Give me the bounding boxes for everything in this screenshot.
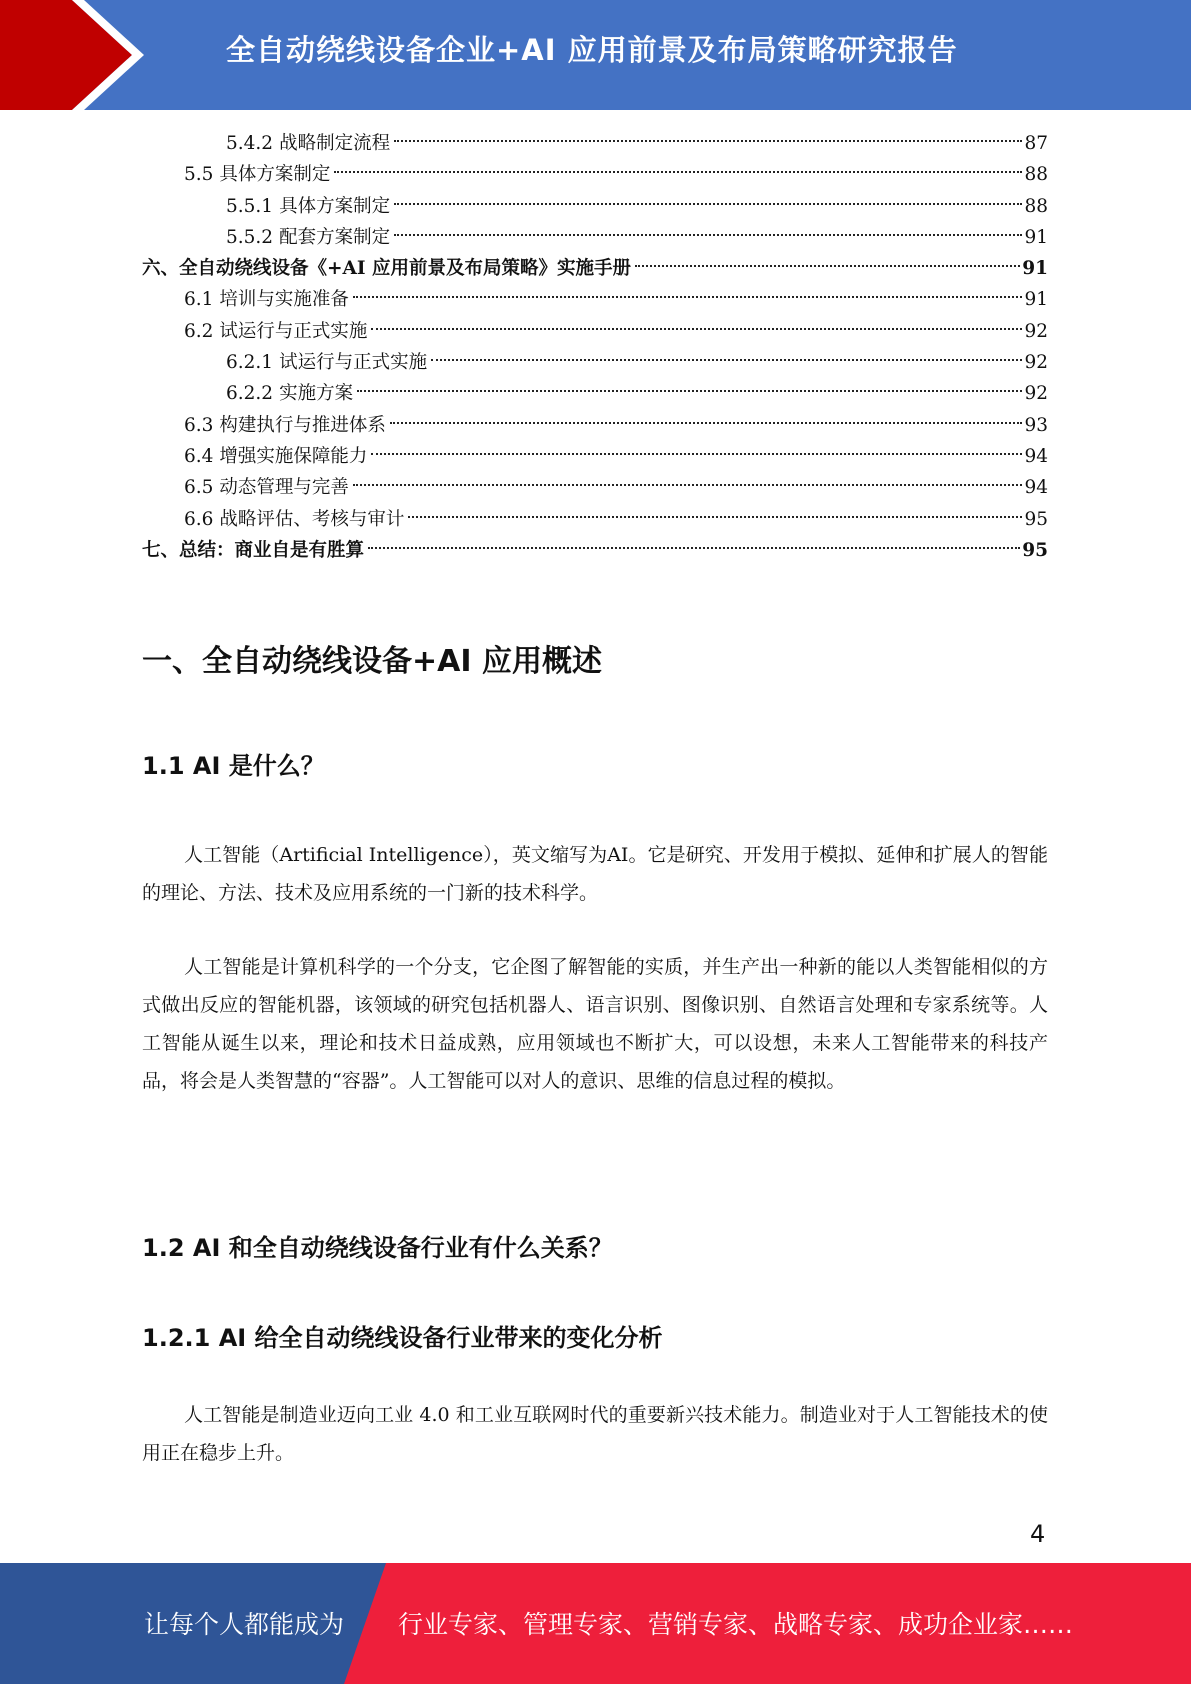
toc-entry[interactable] [142,347,1048,378]
toc-entry-page: 91 [1024,289,1048,311]
toc-entry-number: 5.4.2 [226,133,274,154]
toc-entry-title: 配套方案制定 [279,226,391,248]
toc-entry-page: 94 [1024,477,1048,499]
toc-entry-page: 95 [1024,508,1048,530]
toc-dot-leader [635,265,1020,267]
toc-entry[interactable] [142,159,1048,190]
toc-entry[interactable] [142,253,1048,284]
toc-entry-number: 6.5 [184,477,214,499]
header-arrow-decoration [0,0,160,110]
toc-dot-leader [394,140,1022,142]
toc-entry-number: 5.5.1 [226,195,274,217]
toc-entry-title: 动态管理与完善 [219,477,349,499]
toc-entry-page: 95 [1022,539,1048,561]
toc-entry-title: 试运行与正式实施 [279,352,428,374]
toc-entry[interactable] [142,284,1048,315]
subsection-heading-1-2: 1.2 AI 和全自动绕线设备行业有什么关系？ [142,1234,613,1262]
toc-entry-page: 92 [1024,383,1048,405]
footer-slogan-left: 让每个人都能成为 [144,1610,345,1639]
toc-entry-page: 91 [1022,258,1048,280]
toc-entry[interactable] [142,410,1048,441]
toc-entry-number: 5.5.2 [226,226,274,248]
toc-entry[interactable] [142,441,1048,472]
toc-dot-leader [408,516,1022,518]
toc-entry-page: 87 [1024,133,1048,154]
toc-entry[interactable] [142,378,1048,409]
toc-entry-title: 六、全自动绕线设备《+AI 应用前景及布局策略》实施手册 [142,258,631,280]
toc-entry-title: 增强实施保障能力 [219,445,368,467]
page-number: 4 [1030,1520,1046,1548]
toc-dot-leader [394,203,1022,205]
toc-entry-page: 88 [1024,164,1048,186]
toc-entry-title: 实施方案 [279,383,354,405]
toc-entry-number: 5.5 [184,164,214,186]
toc-entry-page: 93 [1024,414,1048,436]
toc-dot-leader [371,453,1022,455]
toc-entry-title: 培训与实施准备 [219,289,349,311]
toc-entry-page: 94 [1024,445,1048,467]
toc-entry-number: 6.1 [184,289,214,311]
toc-dot-leader [394,234,1022,236]
toc-entry[interactable] [142,128,1048,159]
toc-dot-leader [371,328,1022,330]
toc-dot-leader [390,422,1023,424]
toc-dot-leader [353,296,1023,298]
toc-entry-title: 具体方案制定 [279,195,391,217]
paragraph-ai-branch: 人工智能是计算机科学的一个分支，它企图了解智能的实质，并生产出一种新的能以人类智能相似的方式做出反应的智能机器，该领域的研究包括机器人、语言识别、图像识别、自然语言处理和专家系统等。人工智能从诞生以来，理论和技术日益成熟，应用领域也不断扩大，可以设想，未来人工智能带来的科技产品，将会是人类智慧的“容器”。人工智能可以对人的意识、思维的信息过程的模拟。 [142,956,1048,1092]
paragraph-ai-definition: 人工智能（Artificial Intelligence），英文缩写为AI。它是研究、开发用于模拟、延伸和扩展人的智能的理论、方法、技术及应用系统的一门新的技术科学。 [142,844,1048,904]
toc-entry-number: 6.2.1 [226,352,274,374]
toc-entry-title: 战略制定流程 [279,133,391,154]
toc-dot-leader [353,484,1023,486]
toc-dot-leader [334,171,1022,173]
toc-entry-page: 91 [1024,226,1048,248]
toc-entry-page: 88 [1024,195,1048,217]
toc-dot-leader [431,359,1022,361]
toc-entry[interactable] [142,504,1048,535]
footer-slogan-right: 行业专家、管理专家、营销专家、战略专家、成功企业家…… [398,1610,1074,1639]
toc-entry[interactable] [142,472,1048,503]
toc-entry-title: 试运行与正式实施 [219,320,368,342]
toc-entry-number: 6.3 [184,414,214,436]
report-title: 全自动绕线设备企业+AI 应用前景及布局策略研究报告 [226,33,958,67]
toc-entry-title: 构建执行与推进体系 [219,414,386,436]
paragraph-manufacturing-ai: 人工智能是制造业迈向工业 4.0 和工业互联网时代的重要新兴技术能力。制造业对于人工智能技术的使用正在稳步上升。 [142,1404,1048,1464]
toc-dot-leader [368,547,1020,549]
toc-entry-number: 6.6 [184,508,214,530]
toc-entry-page: 92 [1024,352,1048,374]
page-footer [0,1563,1191,1684]
subsection-heading-1-2-1: 1.2.1 AI 给全自动绕线设备行业带来的变化分析 [142,1324,663,1352]
toc-entry-title: 具体方案制定 [219,164,331,186]
toc-entry[interactable] [142,316,1048,347]
toc-dot-leader [357,390,1022,392]
toc-entry-page: 92 [1024,320,1048,342]
toc-entry-number: 6.4 [184,445,214,467]
toc-entry[interactable] [142,191,1048,222]
toc-entry-title: 七、总结：商业自是有胜算 [142,539,365,561]
page-header [0,0,1191,110]
toc-entry-number: 6.2.2 [226,383,274,405]
toc-entry-title: 战略评估、考核与审计 [219,508,405,530]
table-of-contents [142,128,1048,566]
toc-entry-number: 6.2 [184,320,214,342]
subsection-heading-1-1: 1.1 AI 是什么？ [142,752,325,780]
toc-entry[interactable] [142,535,1048,566]
toc-entry[interactable] [142,222,1048,253]
section-heading-1: 一、全自动绕线设备+AI 应用概述 [142,644,602,679]
